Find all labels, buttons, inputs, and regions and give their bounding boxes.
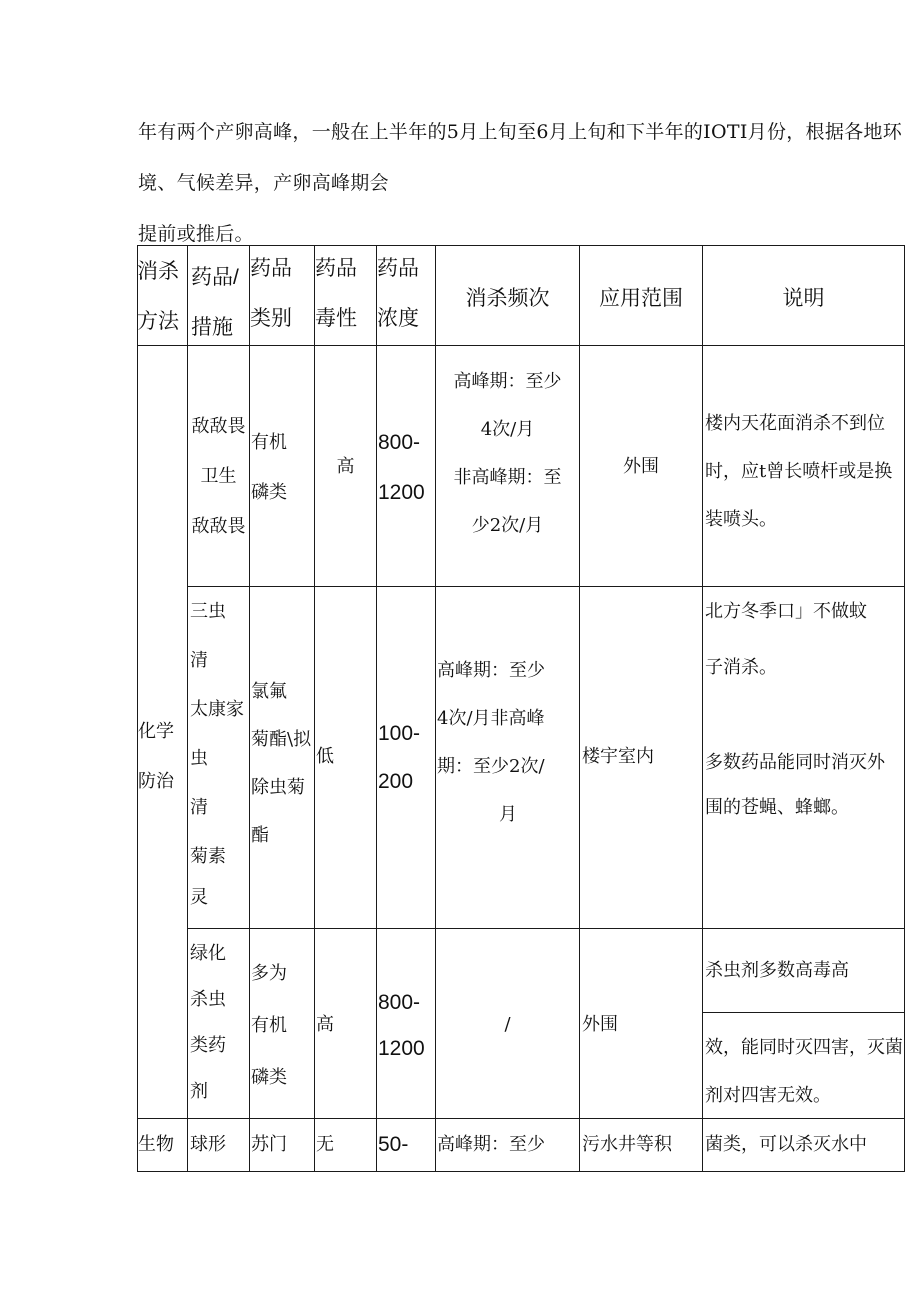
row1-scope: 外围	[623, 456, 659, 477]
header-frequency: 消杀频次	[465, 287, 550, 310]
row4-concentration: 50-	[378, 1133, 409, 1156]
intro-line-3: 提前或推后。	[138, 223, 254, 245]
row4-drug: 球形	[190, 1134, 226, 1155]
row2-toxicity: 低	[316, 746, 334, 767]
row4-method: 生物	[138, 1134, 174, 1155]
header-note: 说明	[782, 287, 825, 310]
row1-frequency: 高峰期：至少 4次/月 非高峰期：至 少2次/月	[453, 371, 562, 536]
header-method: 消杀 方法	[137, 260, 179, 333]
header-scope: 应用范围	[599, 287, 683, 310]
row4-category: 苏门	[251, 1134, 287, 1155]
row2-concentration: 100- 200	[378, 722, 421, 793]
row3-note-top: 杀虫剂多数高毒高	[705, 960, 849, 981]
header-concentration: 药品 浓度	[377, 257, 419, 330]
row4-scope: 污水井等积	[582, 1134, 672, 1155]
row2-note: 北方冬季口」不做蚊 子消杀。 多数药品能同时消灭外 围的苍蝇、蜂螂。	[705, 601, 885, 818]
intro-line-1: 年有两个产卵高峰，一般在上半年的5月上旬至6月上旬和下半年的IOTI月份，根据各地环	[138, 121, 903, 143]
row1-note: 楼内天花面消杀不到位 时，应t曾长喷杆或是换 装喷头。	[705, 413, 893, 530]
row4-toxicity: 无	[316, 1134, 334, 1155]
row1-concentration: 800- 1200	[378, 431, 425, 504]
method-chemical: 化学 防治	[138, 721, 174, 792]
row3-toxicity: 高	[316, 1014, 334, 1035]
header-category: 药品 类别	[250, 257, 292, 330]
row4-note: 菌类，可以杀灭水中	[705, 1134, 867, 1155]
row4-frequency: 高峰期：至少	[437, 1134, 545, 1155]
row2-drug: 三虫 清 太康家 虫 清 菊素 灵	[190, 601, 244, 908]
row2-frequency: 高峰期：至少 4次/月非高峰 期：至少2次/ 月	[437, 660, 545, 825]
row3-frequency: /	[504, 1014, 511, 1035]
row1-drug: 敌敌畏 卫生 敌敌畏	[191, 416, 246, 537]
row2-scope: 楼宇室内	[582, 746, 654, 767]
header-toxicity: 药品 毒性	[315, 257, 357, 330]
row2-category: 氯氟 菊酯\拟 除虫菊 酯	[251, 681, 312, 846]
row3-scope: 外围	[582, 1014, 618, 1035]
intro-line-2: 境、气候差异，产卵高峰期会	[138, 172, 389, 194]
row3-concentration: 800- 1200	[378, 991, 425, 1060]
row3-note-bottom: 效，能同时灭四害，灭菌 剂对四害无效。	[705, 1037, 903, 1106]
row1-category: 有机 磷类	[251, 432, 287, 503]
row3-drug: 绿化 杀虫 类药 剂	[190, 943, 226, 1102]
row1-toxicity: 高	[336, 456, 355, 477]
header-drug: 药品/ 措施	[191, 266, 239, 339]
row3-category: 多为 有机 磷类	[251, 963, 287, 1088]
